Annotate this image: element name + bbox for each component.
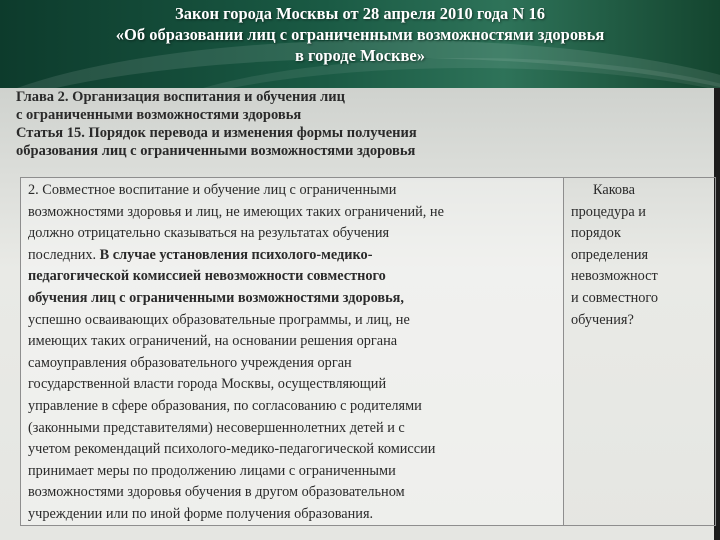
law-text-line: возможностями здоровья обучения в другом образовательном: [28, 484, 405, 501]
law-text-line: учреждении или по иной форме получения образования.: [28, 505, 374, 522]
law-text-line: должно отрицательно сказываться на результатах обучения: [28, 225, 390, 242]
title-banner: [0, 0, 720, 88]
slide-title: [0, 3, 720, 66]
title-line: Закон города Москвы от 28 апреля 2010 года N 16: [175, 4, 545, 23]
question-line: и совместного: [571, 289, 659, 306]
law-text-line: государственной власти города Москвы, осуществляющий: [28, 376, 387, 393]
question-line: обучения?: [571, 311, 634, 328]
article-heading-line: Статья 15. Порядок перевода и изменения формы получения: [16, 125, 417, 141]
law-text-line: успешно осваивающих образовательные программы, и лиц, не: [28, 311, 410, 328]
law-text-line: имеющих таких ограничений, на основании решения органа: [28, 333, 398, 350]
question-line: определения: [571, 246, 649, 263]
title-line: «Об образовании лиц с ограниченными возможностями здоровья: [115, 25, 605, 44]
law-text-line: обучения лиц с ограниченными возможностями здоровья,: [28, 289, 404, 306]
title-line: в городе Москве»: [294, 46, 426, 65]
law-text: [28, 180, 558, 526]
section-headings: [16, 88, 576, 160]
law-text-line: 2. Совместное воспитание и обучение лиц с ограниченными: [28, 182, 397, 198]
question-line: невозможност: [571, 268, 658, 285]
law-text-line: возможностями здоровья и лиц, не имеющих таких ограничений, не: [28, 203, 444, 220]
law-text-segment: последних.: [28, 246, 97, 263]
law-text-line: управление в сфере образования, по согласованию с родителями: [28, 397, 422, 414]
law-text-line: самоуправления образовательного учреждения орган: [28, 354, 352, 371]
law-text-emphasis: В случае установления психолого-медико-: [99, 246, 373, 263]
law-text-line: (законными представителями) несовершеннолетних детей и с: [28, 419, 405, 436]
chapter-heading-line: с ограниченными возможностями здоровья: [16, 107, 302, 123]
question-text: [571, 180, 716, 331]
law-text-line: учетом рекомендаций психолого-медико-педагогической комиссии: [28, 441, 436, 458]
article-heading-line: образования лиц с ограниченными возможностями здоровья: [16, 143, 416, 159]
law-text-line: принимает меры по продолжению лицами с ограниченными: [28, 462, 396, 479]
question-line: Какова: [593, 182, 635, 198]
question-line: процедура и: [571, 203, 646, 220]
chapter-heading-line: Глава 2. Организация воспитания и обучения лиц: [16, 89, 345, 105]
law-text-line: педагогической комиссией невозможности совместного: [28, 268, 386, 285]
question-line: порядок: [571, 225, 621, 242]
law-text-line: [28, 245, 558, 267]
